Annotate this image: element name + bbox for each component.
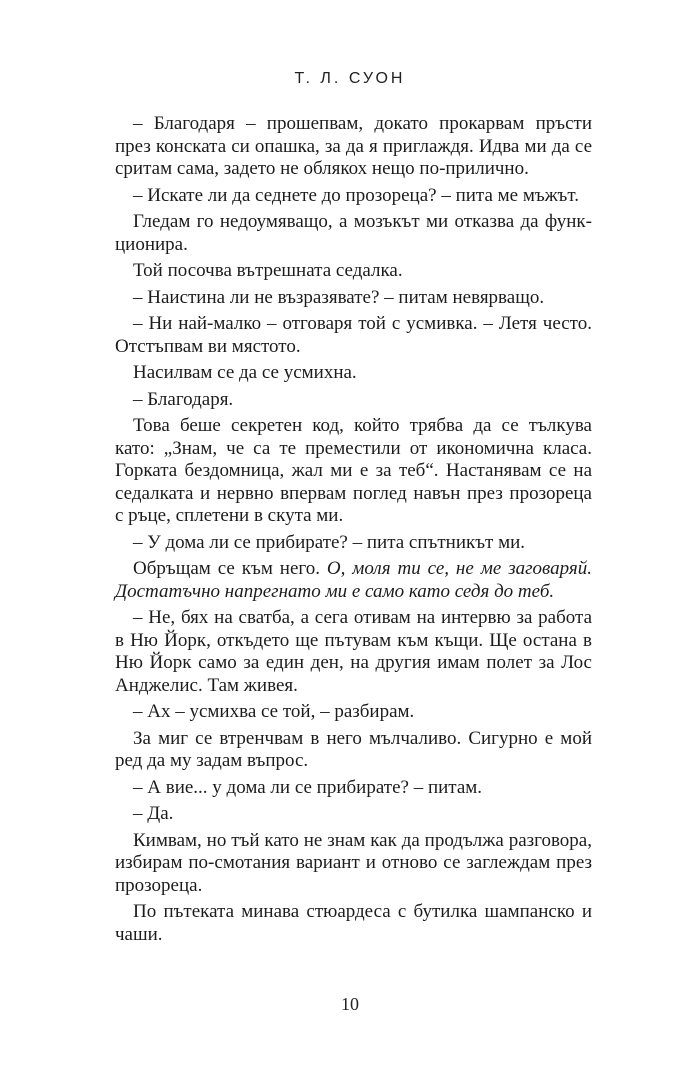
paragraph: Насилвам се да се усмихна.: [133, 362, 357, 383]
paragraph-plain-part: Обръщам се към него.: [133, 558, 327, 579]
paragraph: Кимвам, но тъй като не знам как да продължа разговора, избирам по-смотания вариант и отново се заглеждам през прозореца.: [115, 829, 592, 896]
paragraph: По пътеката минава стюардеса с бутилка шампанско и чаши.: [115, 901, 592, 945]
paragraph: – Ах – усмихва се той, – разбирам.: [133, 701, 415, 722]
body-text: [115, 113, 592, 950]
running-header-author: Т. Л. СУОН: [294, 70, 406, 87]
paragraph: – А вие... у дома ли се прибирате? – питам.: [133, 776, 483, 798]
paragraph: – Благодаря.: [133, 388, 234, 410]
paragraph: – Наистина ли не възразявате? – питам невярващо.: [133, 286, 545, 308]
paragraph-mixed: [115, 558, 592, 603]
paragraph: – Искате ли да седнете до прозореца? – пита ме мъжът.: [133, 184, 580, 206]
paragraph: Той посочва вътрешната седалка.: [133, 260, 403, 281]
paragraph: За миг се втренчвам в него мълчаливо. Сигурно е мой ред да му задам въпрос.: [115, 727, 592, 771]
paragraph-italic-thought: О, моля ти се, не ме заговаряй. Достатъчно напрегнато ми е само като седя до теб.: [115, 558, 592, 602]
paragraph: – Ни най-малко – отговаря той с усмивка. – Летя често. Отстъпвам ви мястото.: [115, 313, 592, 357]
paragraph: – Благодаря – прошепвам, докато прокарвам пръсти през конската си опашка, за да я приглаждя. Идва ми да се сритам сама, задето не облякох нещо по-прилично.: [115, 113, 592, 179]
paragraph: – Да.: [133, 803, 174, 824]
paragraph: Това беше секретен код, който трябва да се тълкува като: „Знам, че са те преместили от икономична класа. Горката бездомница, жал ми е за теб“. Настанявам се на седалката и нервно впервам поглед навън през прозореца с ръце, сплетени в скута ми.: [115, 415, 592, 526]
paragraph: – Не, бях на сватба, а сега отивам на интервю за работа в Ню Йорк, откъдето ще пътувам към къщи. Ще остана в Ню Йорк само за един ден, на другия имам полет за Лос Анджелис. Там живея.: [115, 607, 592, 696]
paragraph: Гледам го недоумяващо, а мозъкът ми отказва да функ-ционира.: [115, 211, 592, 255]
paragraph: – У дома ли се прибирате? – пита спътникът ми.: [133, 531, 526, 553]
page-number: 10: [341, 994, 359, 1014]
